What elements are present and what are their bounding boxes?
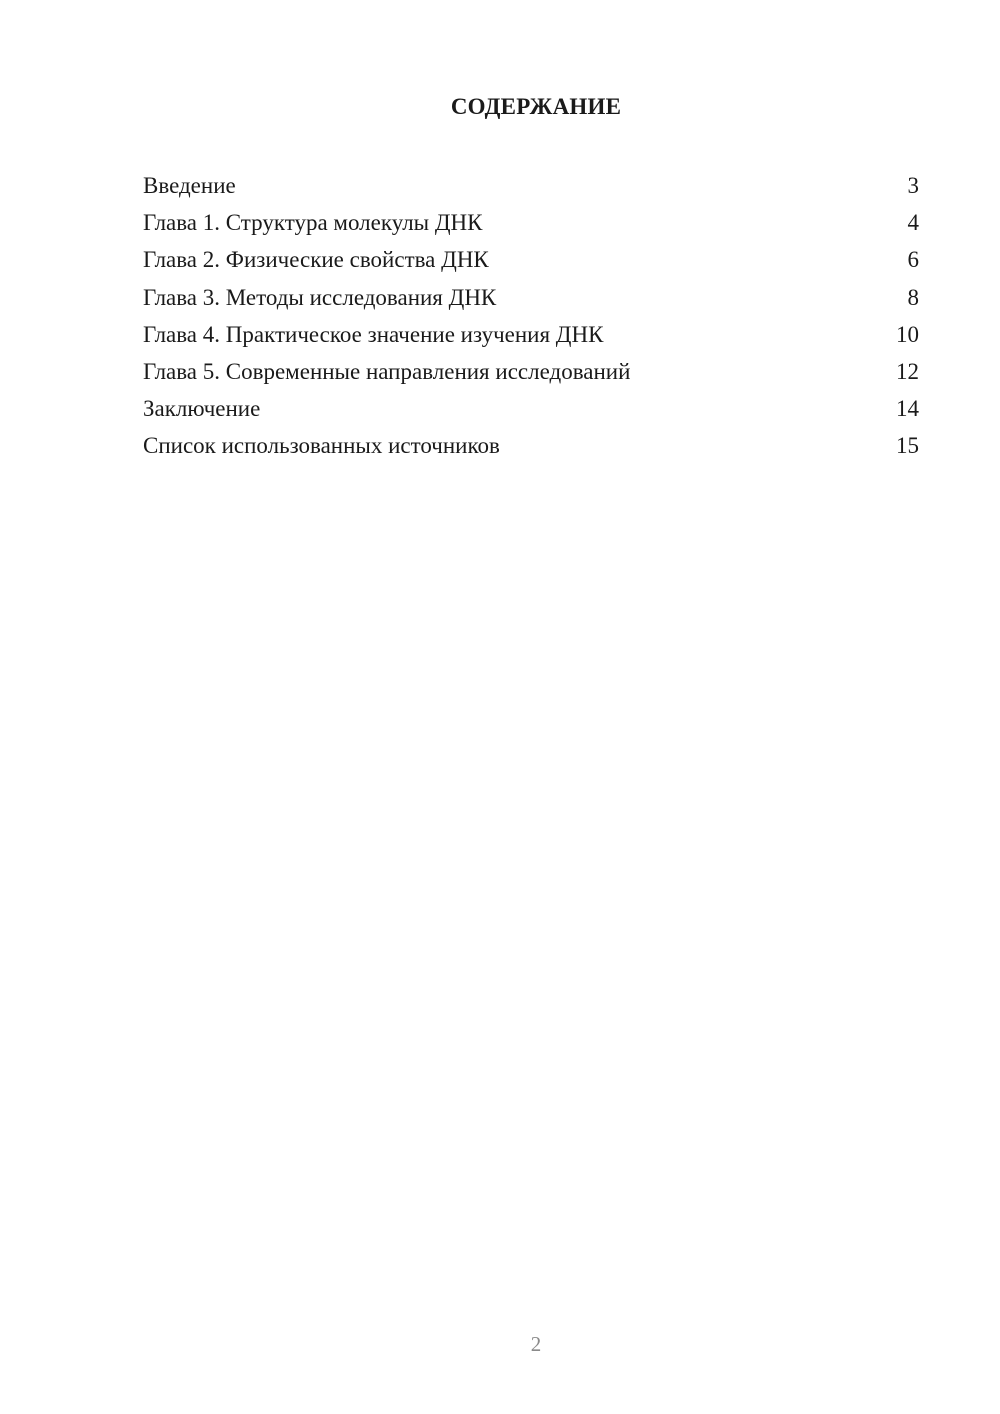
toc-entry-page: 4: [907, 210, 919, 236]
toc-entry-page: 8: [907, 284, 919, 310]
toc-entry-label: Глава 3. Методы исследования ДНК: [143, 284, 497, 310]
toc-entry-page: 3: [907, 173, 919, 198]
toc-entry-chapter-3[interactable]: [143, 279, 919, 316]
toc-entry-chapter-2[interactable]: [143, 241, 919, 278]
toc-entry-page: 6: [907, 247, 919, 273]
toc-entry-chapter-4[interactable]: [143, 316, 919, 353]
toc-entry-page: 12: [896, 358, 919, 384]
toc-entry-label: Заключение: [143, 396, 261, 422]
toc-entry-label: Введение: [143, 173, 236, 198]
toc-entry-page: 14: [896, 396, 919, 422]
toc-entry-label: Глава 1. Структура молекулы ДНК: [143, 210, 483, 236]
toc-entry-label: Глава 5. Современные направления исследований: [143, 358, 631, 384]
toc-entry-label: Глава 4. Практическое значение изучения ДНК: [143, 321, 604, 347]
toc-entry-page: 15: [896, 433, 919, 459]
toc-entry-chapter-5[interactable]: [143, 353, 919, 390]
toc-entry-introduction[interactable]: [143, 167, 919, 204]
toc-entry-page: 10: [896, 321, 919, 347]
toc-entry-label: Список использованных источников: [143, 433, 500, 459]
toc-title: СОДЕРЖАНИЕ: [450, 94, 622, 119]
toc-entry-chapter-1[interactable]: [143, 204, 919, 241]
toc-entry-conclusion[interactable]: [143, 390, 919, 427]
toc-entry-references[interactable]: [143, 427, 919, 464]
toc-entry-label: Глава 2. Физические свойства ДНК: [143, 247, 489, 273]
table-of-contents: [143, 167, 919, 465]
page-number: 2: [530, 1332, 542, 1356]
